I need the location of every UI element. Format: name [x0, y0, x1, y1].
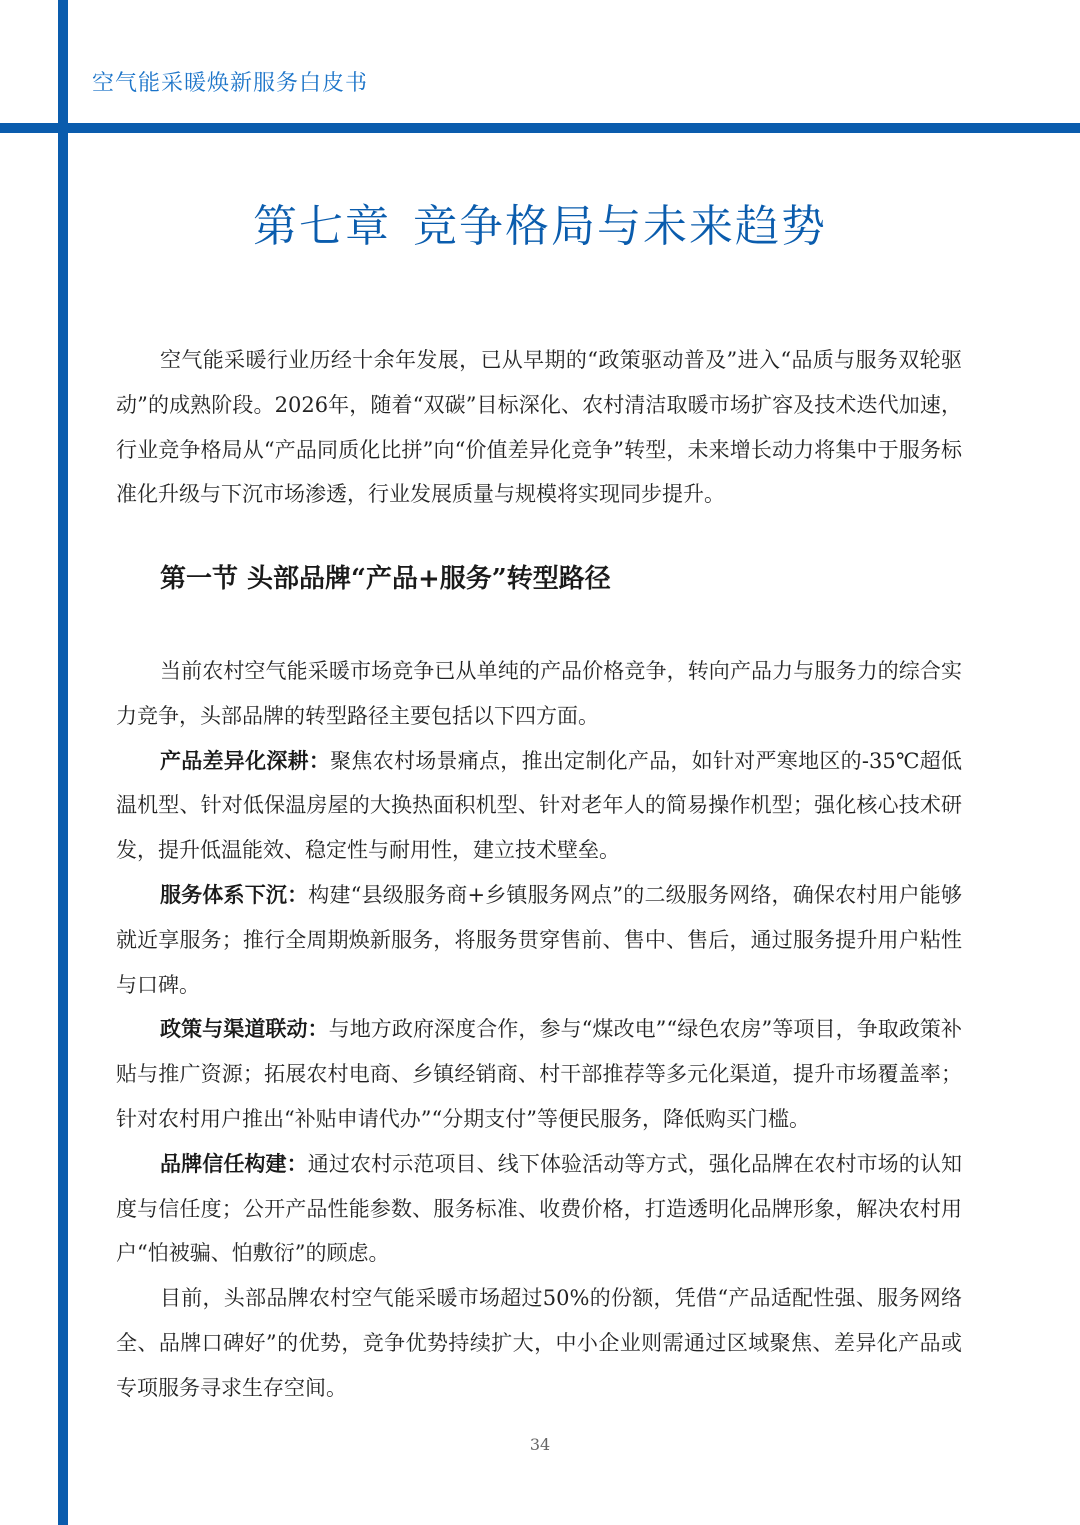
point-paragraph-policy: [116, 1007, 962, 1141]
section-title: 第一节 头部品牌“产品+服务”转型路径: [160, 564, 611, 594]
section-body: [116, 649, 962, 1411]
point-label: 产品差异化深耕：: [160, 747, 331, 773]
intro-paragraph: 空气能采暖行业历经十余年发展，已从早期的“政策驱动普及”进入“品质与服务双轮驱动”的成熟阶段。2026年，随着“双碳”目标深化、农村清洁取暖市场扩容及技术迭代加速，行业竞争格局从“产品同质化比拼”向“价值差异化竞争”转型，未来增长动力将集中于服务标准化升级与下沉市场渗透，行业发展质量与规模将实现同步提升。: [116, 348, 962, 507]
point-text: 与地方政府深度合作，参与“煤改电”“绿色农房”等项目，争取政策补贴与推广资源；拓展农村电商、乡镇经销商、村干部推荐等多元化渠道，提升市场覆盖率；针对农村用户推出“补贴申请代办”“分期支付”等便民服务，降低购买门槛。: [116, 1017, 962, 1131]
point-text: 构建“县级服务商+乡镇服务网点”的二级服务网络，确保农村用户能够就近享服务；推行全周期焕新服务，将服务贯穿售前、售中、售后，通过服务提升用户粘性与口碑。: [116, 882, 962, 997]
point-text: 通过农村示范项目、线下体验活动等方式，强化品牌在农村市场的认知度与信任度；公开产品性能参数、服务标准、收费价格，打造透明化品牌形象，解决农村用户“怕被骗、怕敷衍”的顾虑。: [116, 1151, 963, 1266]
point-text: 聚焦农村场景痛点，推出定制化产品，如针对严寒地区的-35℃超低温机型、针对低保温房屋的大换热面积机型、针对老年人的简易操作机型；强化核心技术研发，提升低温能效、稳定性与耐用性，建立技术壁垒。: [116, 748, 962, 863]
header-rule-bar: [0, 123, 1080, 133]
chapter-name: 竞争格局与未来趋势: [413, 201, 827, 252]
point-label: 政策与渠道联动：: [160, 1016, 329, 1042]
point-label: 品牌信任构建：: [160, 1150, 308, 1176]
page-number: 34: [529, 1435, 551, 1454]
chapter-title: [0, 190, 1080, 254]
chapter-number: 第七章: [253, 201, 391, 252]
chapter-intro: [116, 338, 962, 517]
running-header-title: 空气能采暖焕新服务白皮书: [92, 71, 369, 96]
section-lead-paragraph: 当前农村空气能采暖市场竞争已从单纯的产品价格竞争，转向产品力与服务力的综合实力竞争，头部品牌的转型路径主要包括以下四方面。: [116, 659, 962, 728]
closing-paragraph: 目前，头部品牌农村空气能采暖市场超过50%的份额，凭借“产品适配性强、服务网络全、品牌口碑好”的优势，竞争优势持续扩大，中小企业则需通过区域聚焦、差异化产品或专项服务寻求生存空间。: [116, 1286, 962, 1400]
point-paragraph-service: [116, 873, 962, 1007]
point-paragraph-product: [116, 739, 962, 873]
point-paragraph-brand: [116, 1142, 962, 1276]
point-label: 服务体系下沉：: [160, 881, 309, 907]
